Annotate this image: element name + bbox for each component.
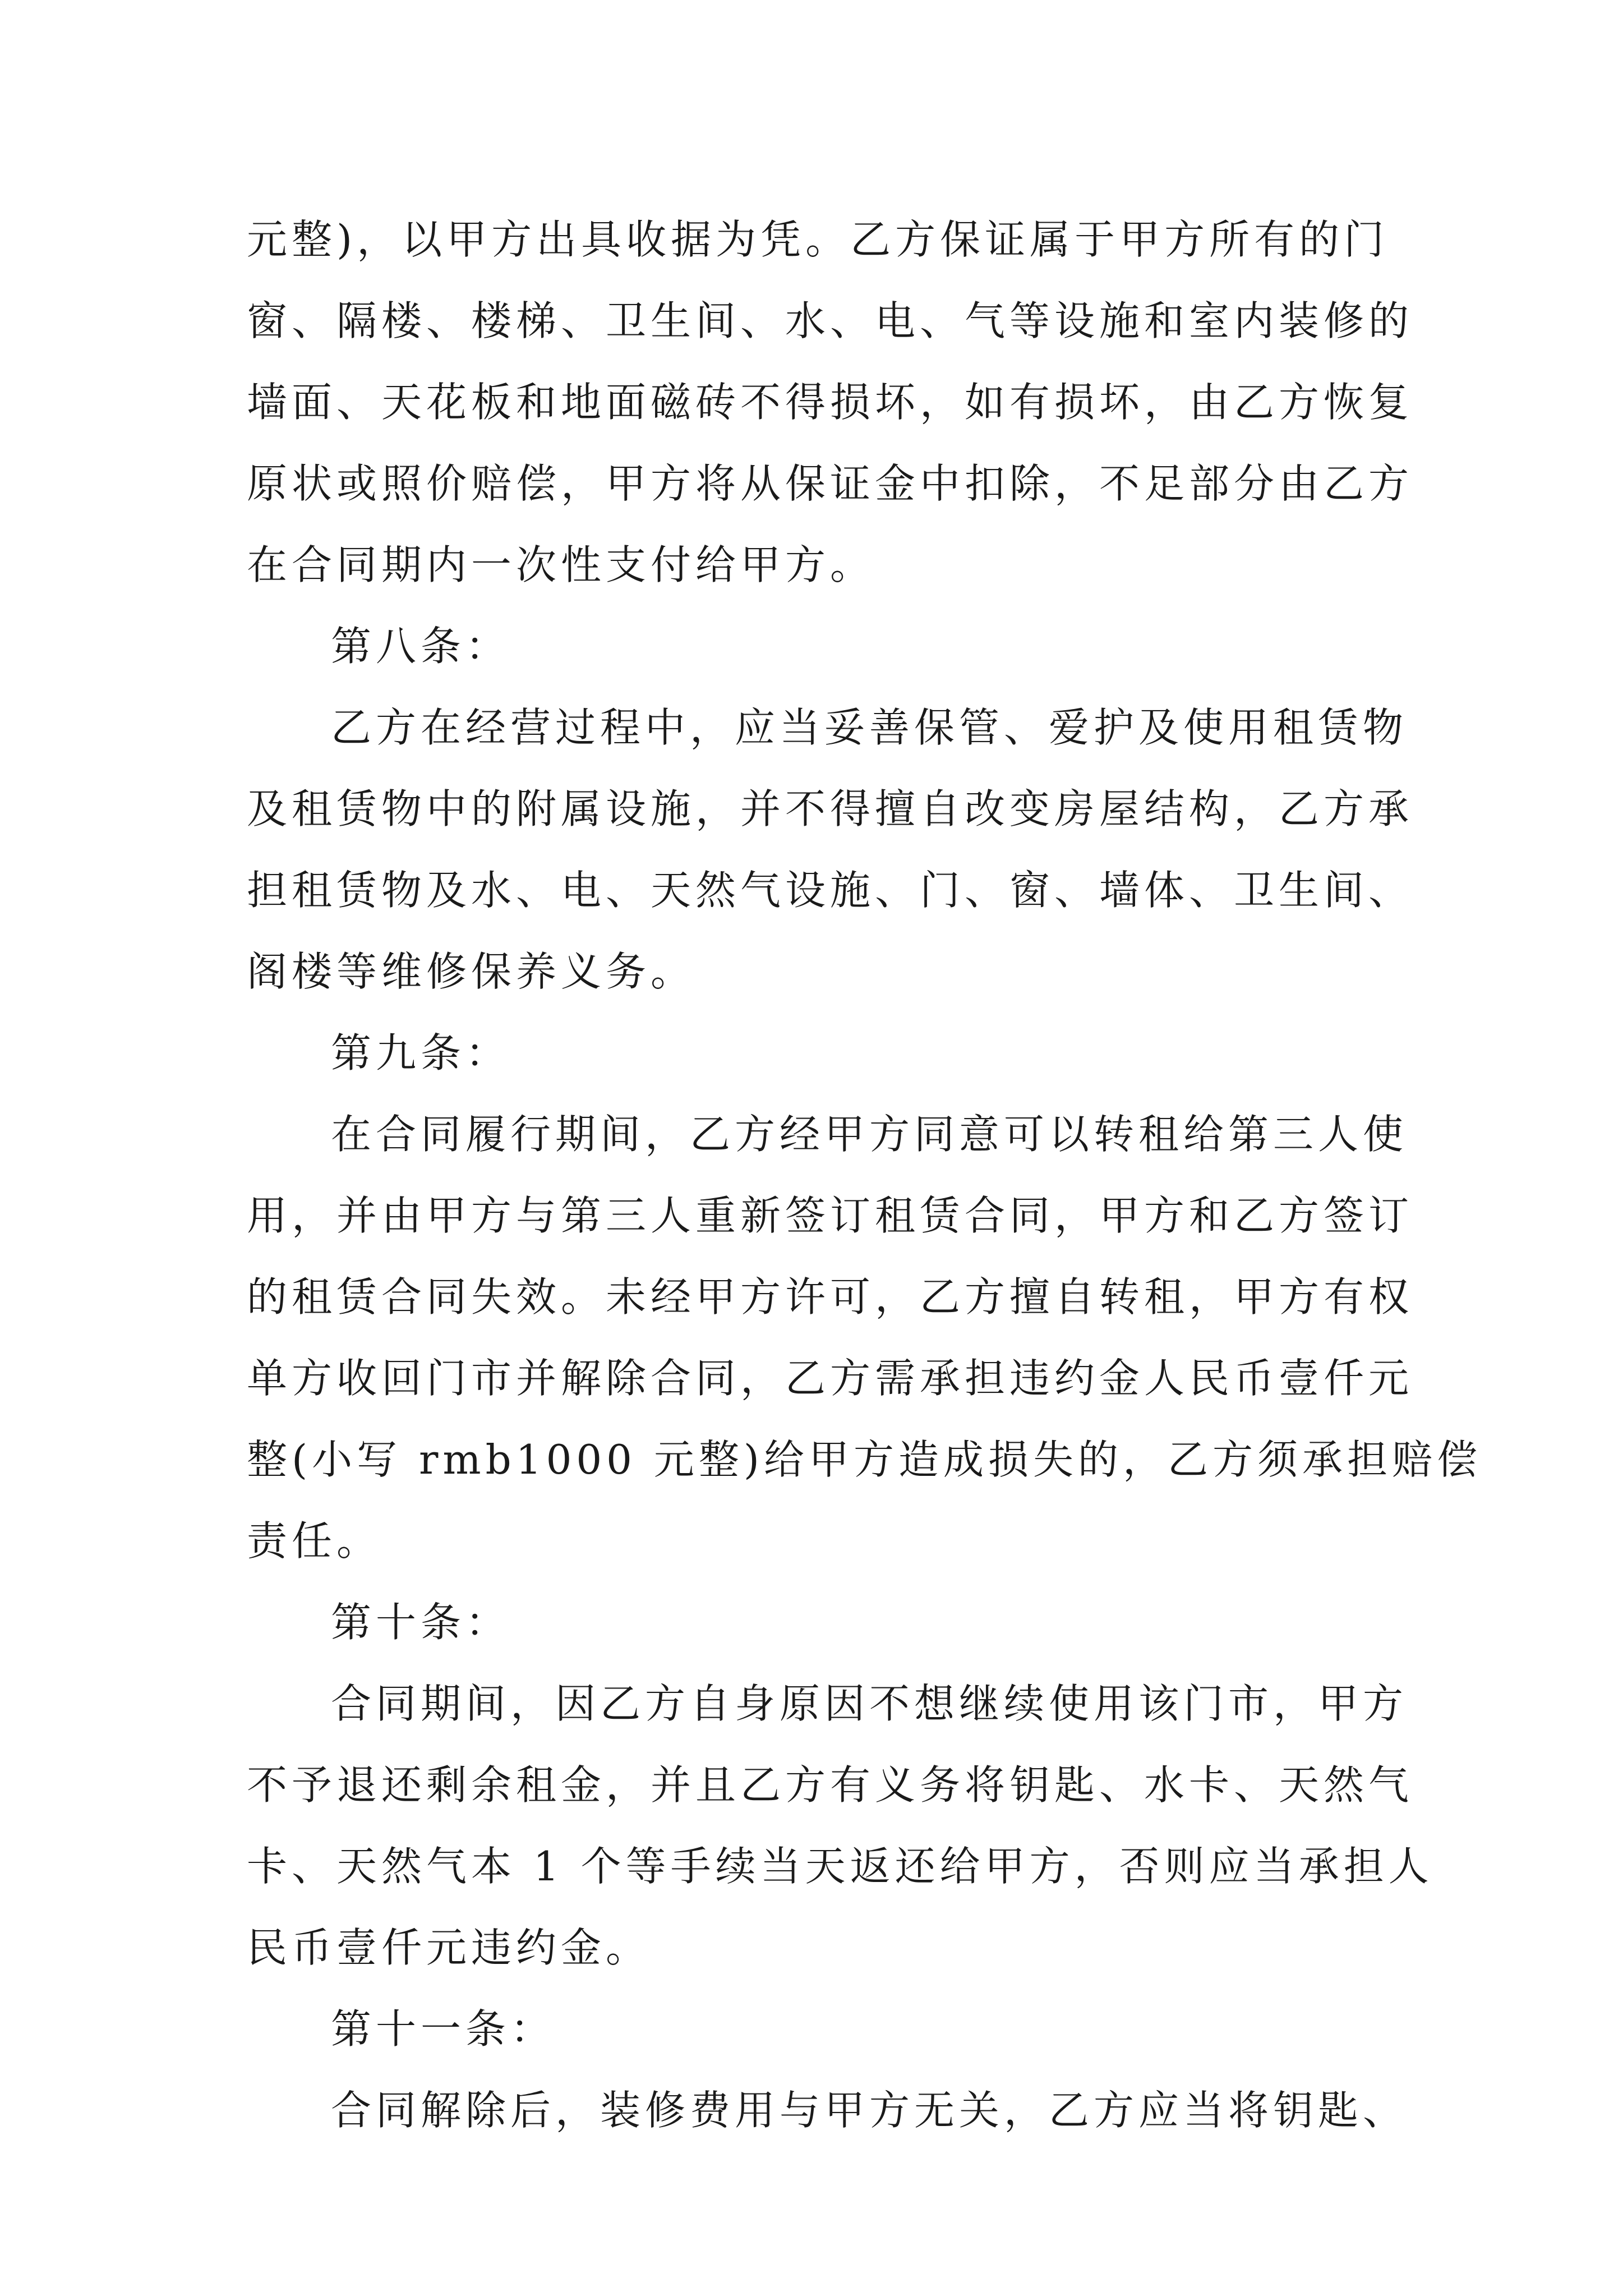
- text-line: 原状或照价赔偿，甲方将从保证金中扣除，不足部分由乙方: [247, 460, 1414, 507]
- text-line: 第九条：: [331, 1029, 511, 1076]
- text-line: 合同解除后，装修费用与甲方无关，乙方应当将钥匙、: [331, 2087, 1408, 2134]
- contract-text-block: [247, 199, 1482, 2151]
- text-line: 卡、天然气本 1 个等手续当天返还给甲方，否则应当承担人: [247, 1843, 1433, 1890]
- text-line: 不予退还剩余租金，并且乙方有义务将钥匙、水卡、天然气: [247, 1761, 1414, 1809]
- text-line: 合同期间，因乙方自身原因不想继续使用该门市，甲方: [331, 1680, 1408, 1727]
- text-line: 整(小写 rmb1000 元整)给甲方造成损失的，乙方须承担赔偿: [247, 1436, 1482, 1483]
- text-line: 阁楼等维修保养义务。: [247, 948, 696, 995]
- text-line: 乙方在经营过程中，应当妥善保管、爱护及使用租赁物: [331, 704, 1408, 751]
- text-line: 窗、隔楼、楼梯、卫生间、水、电、气等设施和室内装修的: [247, 297, 1414, 344]
- text-line: 在合同期内一次性支付给甲方。: [247, 541, 875, 588]
- text-line: 的租赁合同失效。未经甲方许可，乙方擅自转租，甲方有权: [247, 1273, 1414, 1320]
- text-line: 第八条：: [331, 623, 511, 670]
- text-line: 第十条：: [331, 1599, 511, 1646]
- text-line: 墙面、天花板和地面磁砖不得损坏，如有损坏，由乙方恢复: [247, 379, 1414, 426]
- text-line: 及租赁物中的附属设施，并不得擅自改变房屋结构，乙方承: [247, 785, 1414, 832]
- text-line: 责任。: [247, 1517, 382, 1565]
- text-line: 民币壹仟元违约金。: [247, 1924, 651, 1971]
- text-line: 在合同履行期间，乙方经甲方同意可以转租给第三人使: [331, 1111, 1408, 1158]
- text-line: 单方收回门市并解除合同，乙方需承担违约金人民币壹仟元: [247, 1355, 1414, 1402]
- text-line: 第十一条：: [331, 2005, 556, 2053]
- text-line: 担租赁物及水、电、天然气设施、门、窗、墙体、卫生间、: [247, 867, 1414, 914]
- text-line: 用，并由甲方与第三人重新签订租赁合同，甲方和乙方签订: [247, 1192, 1414, 1239]
- text-line: 元整)，以甲方出具收据为凭。乙方保证属于甲方所有的门: [247, 216, 1389, 263]
